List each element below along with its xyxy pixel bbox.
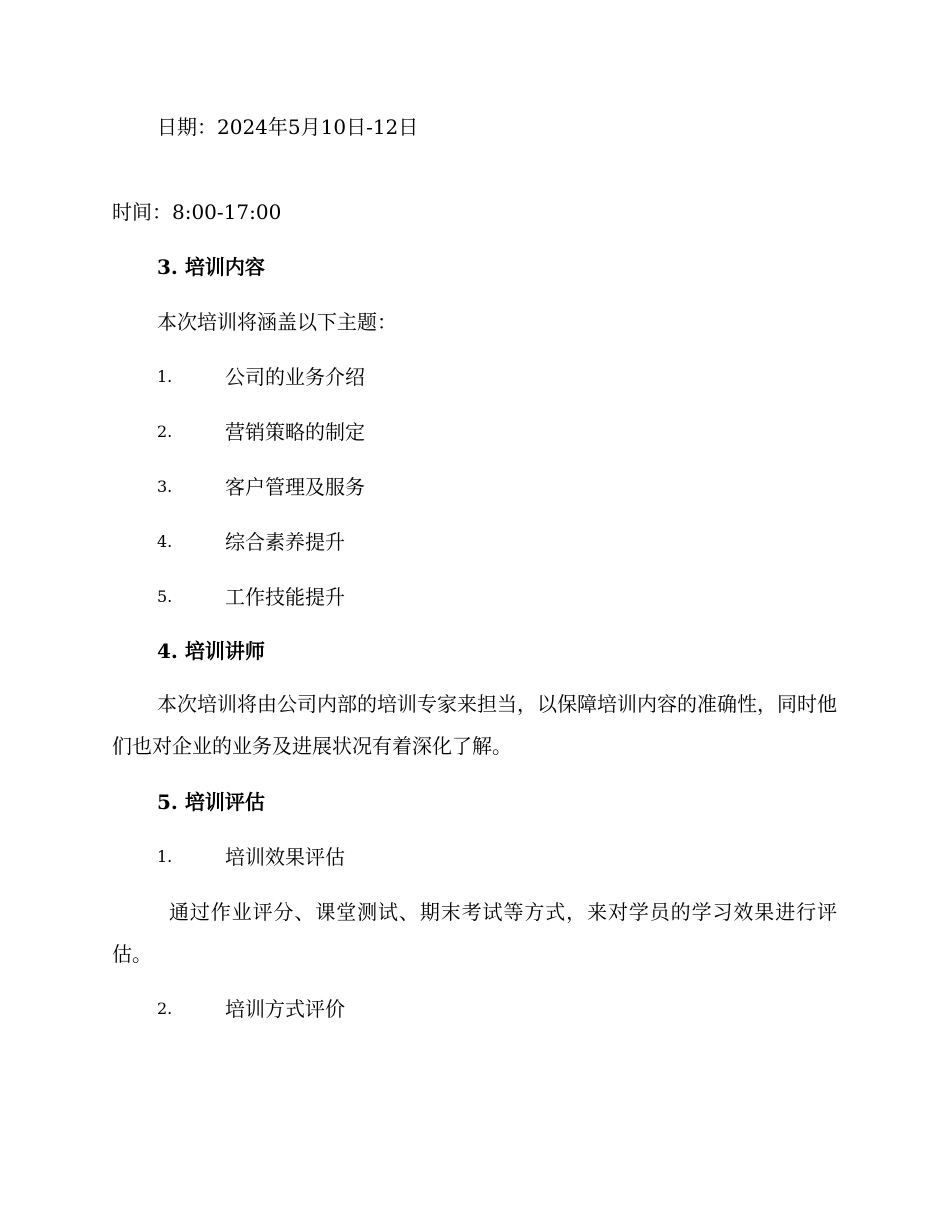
section-heading-evaluation: 5. 培训评估 (157, 790, 265, 814)
evaluation-description: 通过作业评分、课堂测试、期末考试等方式，来对学员的学习效果进行评估。 (112, 900, 837, 966)
list-item-number: 4. (157, 532, 173, 551)
instructor-paragraph: 本次培训将由公司内部的培训专家来担当，以保障培训内容的准确性，同时他们也对企业的业务及进展状况有着深化了解。 (112, 692, 837, 758)
list-item-number: 2. (157, 422, 173, 441)
list-item-text: 营销策略的制定 (225, 420, 365, 444)
list-item-number: 1. (157, 847, 173, 866)
section-intro: 本次培训将涵盖以下主题： (157, 310, 397, 334)
list-item-text: 客户管理及服务 (225, 475, 365, 499)
list-item-text: 公司的业务介绍 (225, 365, 365, 389)
section-heading-content: 3. 培训内容 (157, 255, 265, 279)
list-item-number: 2. (157, 999, 173, 1018)
list-item-number: 5. (157, 587, 173, 606)
section-heading-instructor: 4. 培训讲师 (157, 639, 265, 663)
list-item-number: 3. (157, 477, 173, 496)
list-item-number: 1. (157, 367, 173, 386)
list-item-text: 工作技能提升 (225, 585, 345, 609)
list-item-text: 培训方式评价 (225, 997, 345, 1021)
list-item-text: 综合素养提升 (225, 530, 345, 554)
list-item-text: 培训效果评估 (225, 845, 345, 869)
date-line: 日期：2024年5月10日-12日 (157, 115, 419, 139)
time-line: 时间：8:00-17:00 (112, 200, 282, 224)
